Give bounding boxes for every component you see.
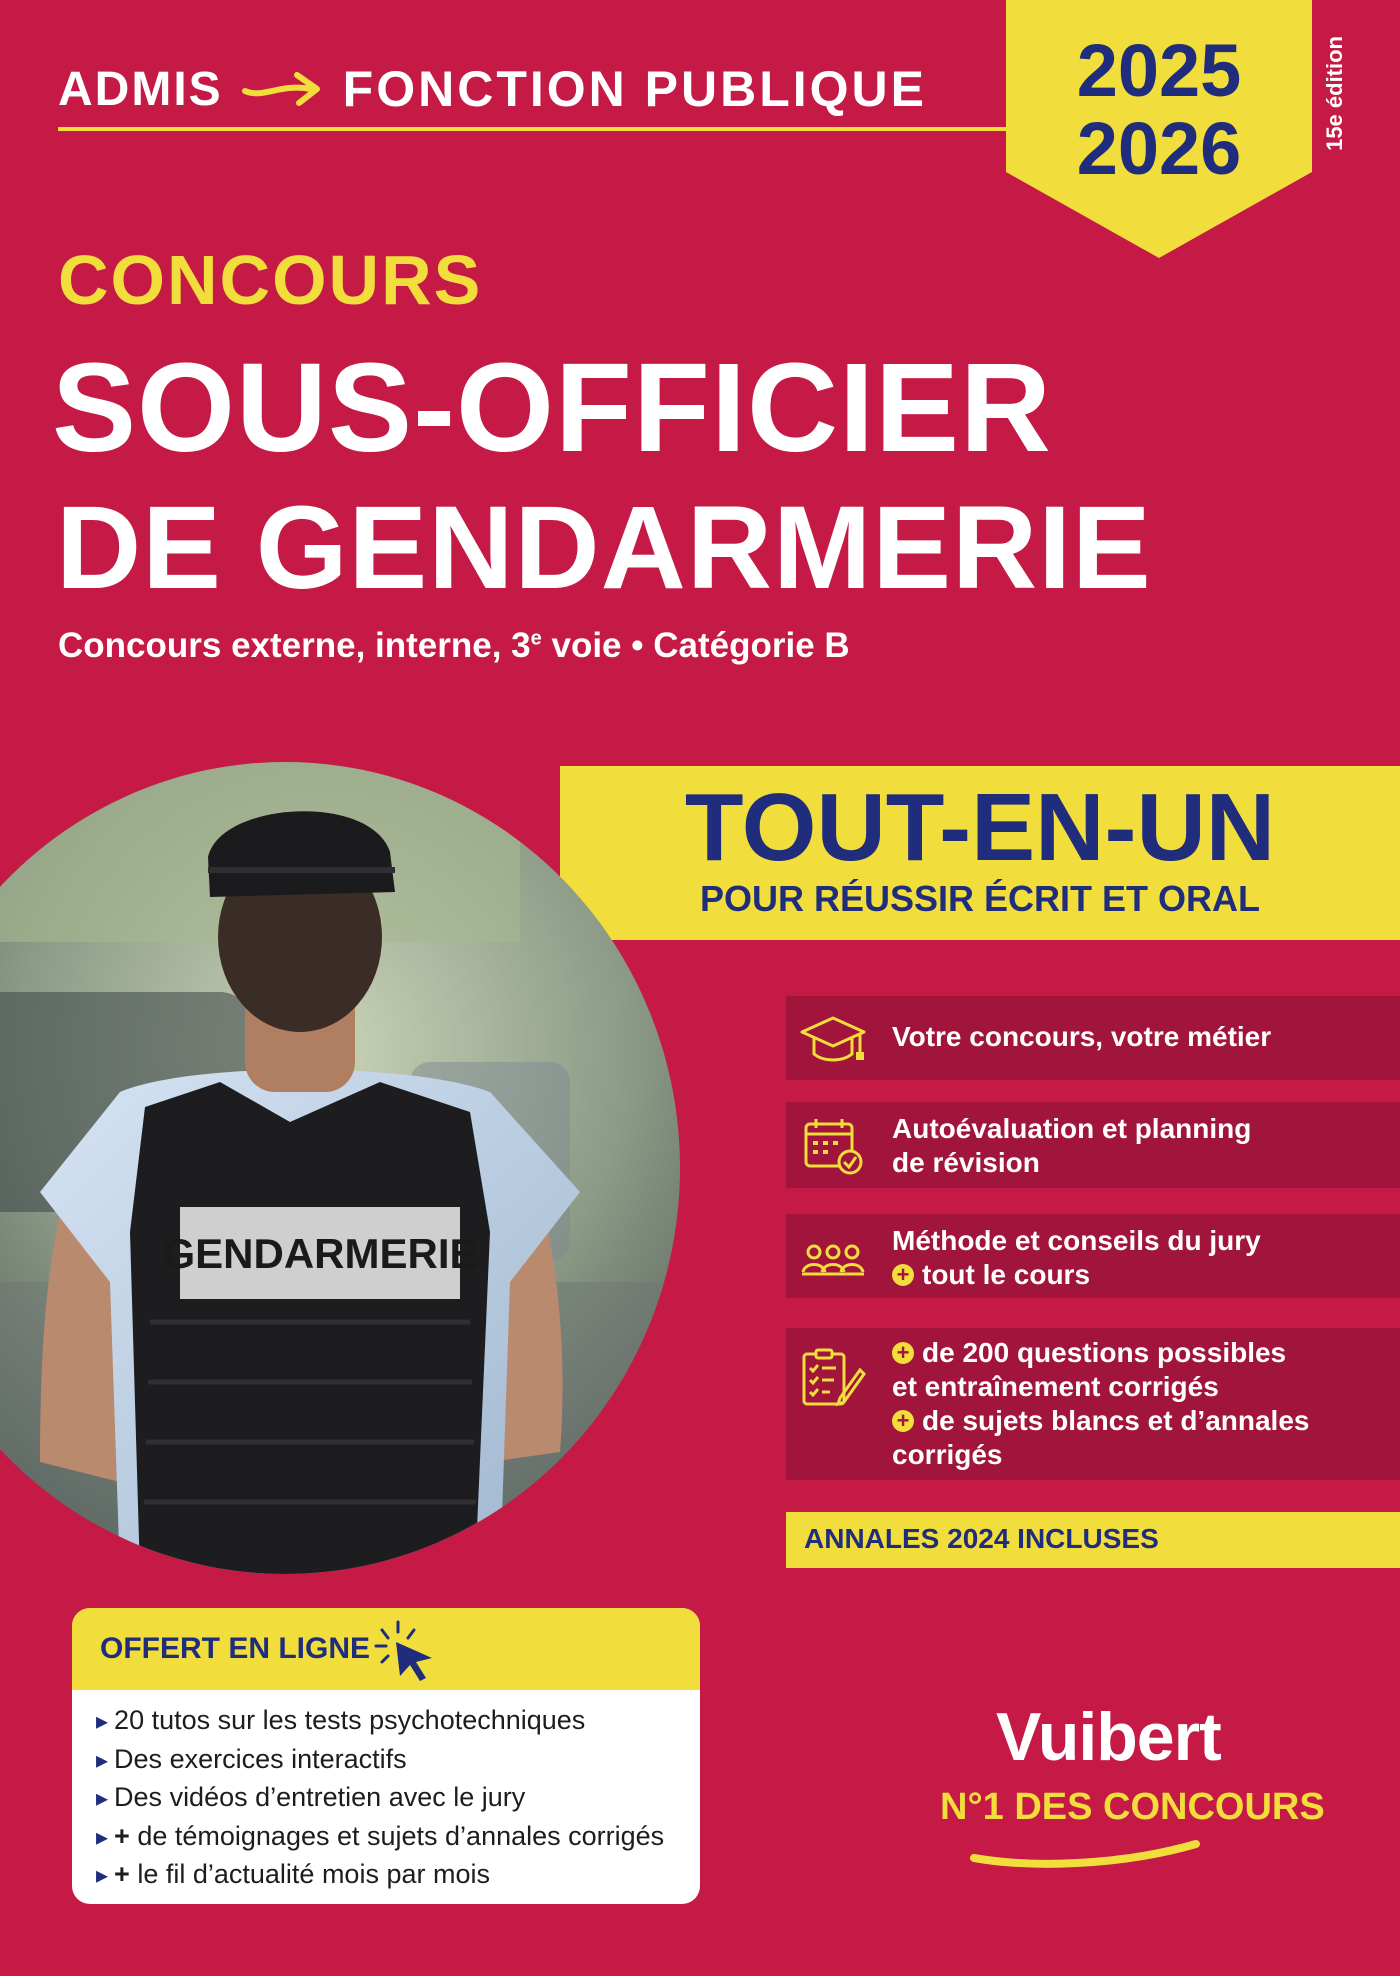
- title-line-1: SOUS-OFFICIER: [52, 337, 1053, 478]
- series-header: [58, 58, 927, 120]
- feature-text-questions: [892, 1336, 1309, 1472]
- year-label: [1006, 29, 1312, 190]
- feature-methode-line-1: Méthode et conseils du jury: [892, 1225, 1261, 1256]
- feature-box-planning: [786, 1102, 1400, 1188]
- feature-text-planning: [892, 1112, 1251, 1180]
- feature-questions-line-3-text: de sujets blancs et d’annales: [922, 1405, 1310, 1436]
- annales-badge: [786, 1512, 1400, 1568]
- list-item: [96, 1702, 664, 1741]
- online-item-text: le fil d’actualité mois par mois: [137, 1859, 490, 1889]
- checklist-pen-icon: [800, 1348, 866, 1408]
- feature-questions-line-1: [892, 1336, 1309, 1370]
- online-offer-list: [96, 1702, 664, 1895]
- list-item: [96, 1818, 664, 1857]
- feature-box-methode: [786, 1214, 1400, 1298]
- list-item: [96, 1741, 664, 1780]
- feature-box-concours: [786, 996, 1400, 1080]
- feature-text-methode: [892, 1224, 1261, 1292]
- year-line-1: 2025: [1076, 29, 1242, 112]
- feature-questions-line-1-text: de 200 questions possibles: [922, 1337, 1287, 1368]
- feature-questions-line-4: corrigés: [892, 1439, 1003, 1470]
- online-item-text: de témoignages et sujets d’annales corrigés: [137, 1820, 665, 1851]
- graduation-cap-icon: [800, 1010, 866, 1070]
- online-item-text: Des exercices interactifs: [114, 1743, 407, 1774]
- title-line-2: DE GENDARMERIE: [56, 482, 1152, 614]
- feature-questions-line-3: [892, 1404, 1309, 1438]
- publisher-logo: Vuibert: [996, 1699, 1221, 1775]
- list-item: [96, 1779, 664, 1818]
- tout-en-un-subtitle: POUR RÉUSSIR ÉCRIT ET ORAL: [699, 878, 1261, 919]
- header-rule: [58, 127, 1006, 131]
- tout-en-un-title: TOUT-EN-UN: [684, 774, 1276, 881]
- plus-sign: +: [114, 1859, 130, 1889]
- online-offer-card: [72, 1608, 700, 1904]
- plus-icon: +: [892, 1264, 914, 1286]
- feature-box-questions: [786, 1328, 1400, 1480]
- publisher-tagline: N°1 DES CONCOURS: [940, 1786, 1325, 1828]
- annales-label: ANNALES 2024 INCLUSES: [804, 1523, 1159, 1554]
- subtitle-superscript: e: [530, 627, 542, 650]
- calendar-check-icon: [800, 1116, 866, 1176]
- year-line-2: 2026: [1076, 107, 1242, 190]
- online-item-text: 20 tutos sur les tests psychotechniques: [114, 1705, 586, 1735]
- online-item-text: Des vidéos d’entretien avec le jury: [114, 1782, 526, 1812]
- plus-icon: +: [892, 1410, 914, 1432]
- group-icon: [800, 1228, 866, 1288]
- online-offer-title: OFFERT EN LIGNE: [100, 1632, 370, 1665]
- plus-sign: +: [114, 1820, 130, 1851]
- list-item: [96, 1856, 664, 1895]
- arrow-icon: [241, 69, 325, 109]
- plus-icon: +: [892, 1342, 914, 1364]
- feature-questions-line-2: et entraînement corrigés: [892, 1371, 1219, 1402]
- series-name: FONCTION PUBLIQUE: [342, 61, 927, 117]
- cursor-click-icon: [368, 1618, 442, 1684]
- feature-methode-line-2: [892, 1258, 1261, 1292]
- edition-label: 15e édition: [1322, 36, 1347, 151]
- subtitle-prefix: Concours externe, interne, 3: [58, 626, 531, 665]
- subtitle: [58, 626, 850, 666]
- feature-text-concours: Votre concours, votre métier: [892, 1021, 1272, 1052]
- feature-methode-line-2-text: tout le cours: [922, 1259, 1091, 1290]
- subtitle-suffix: voie • Catégorie B: [541, 626, 850, 665]
- concours-label: CONCOURS: [58, 241, 483, 319]
- brand-name: ADMIS: [58, 62, 223, 116]
- swoosh-icon: [970, 1836, 1200, 1870]
- feature-planning-line-2: de révision: [892, 1147, 1040, 1178]
- vest-label: GENDARMERIE: [162, 1230, 478, 1277]
- feature-planning-line-1: Autoévaluation et planning: [892, 1113, 1252, 1144]
